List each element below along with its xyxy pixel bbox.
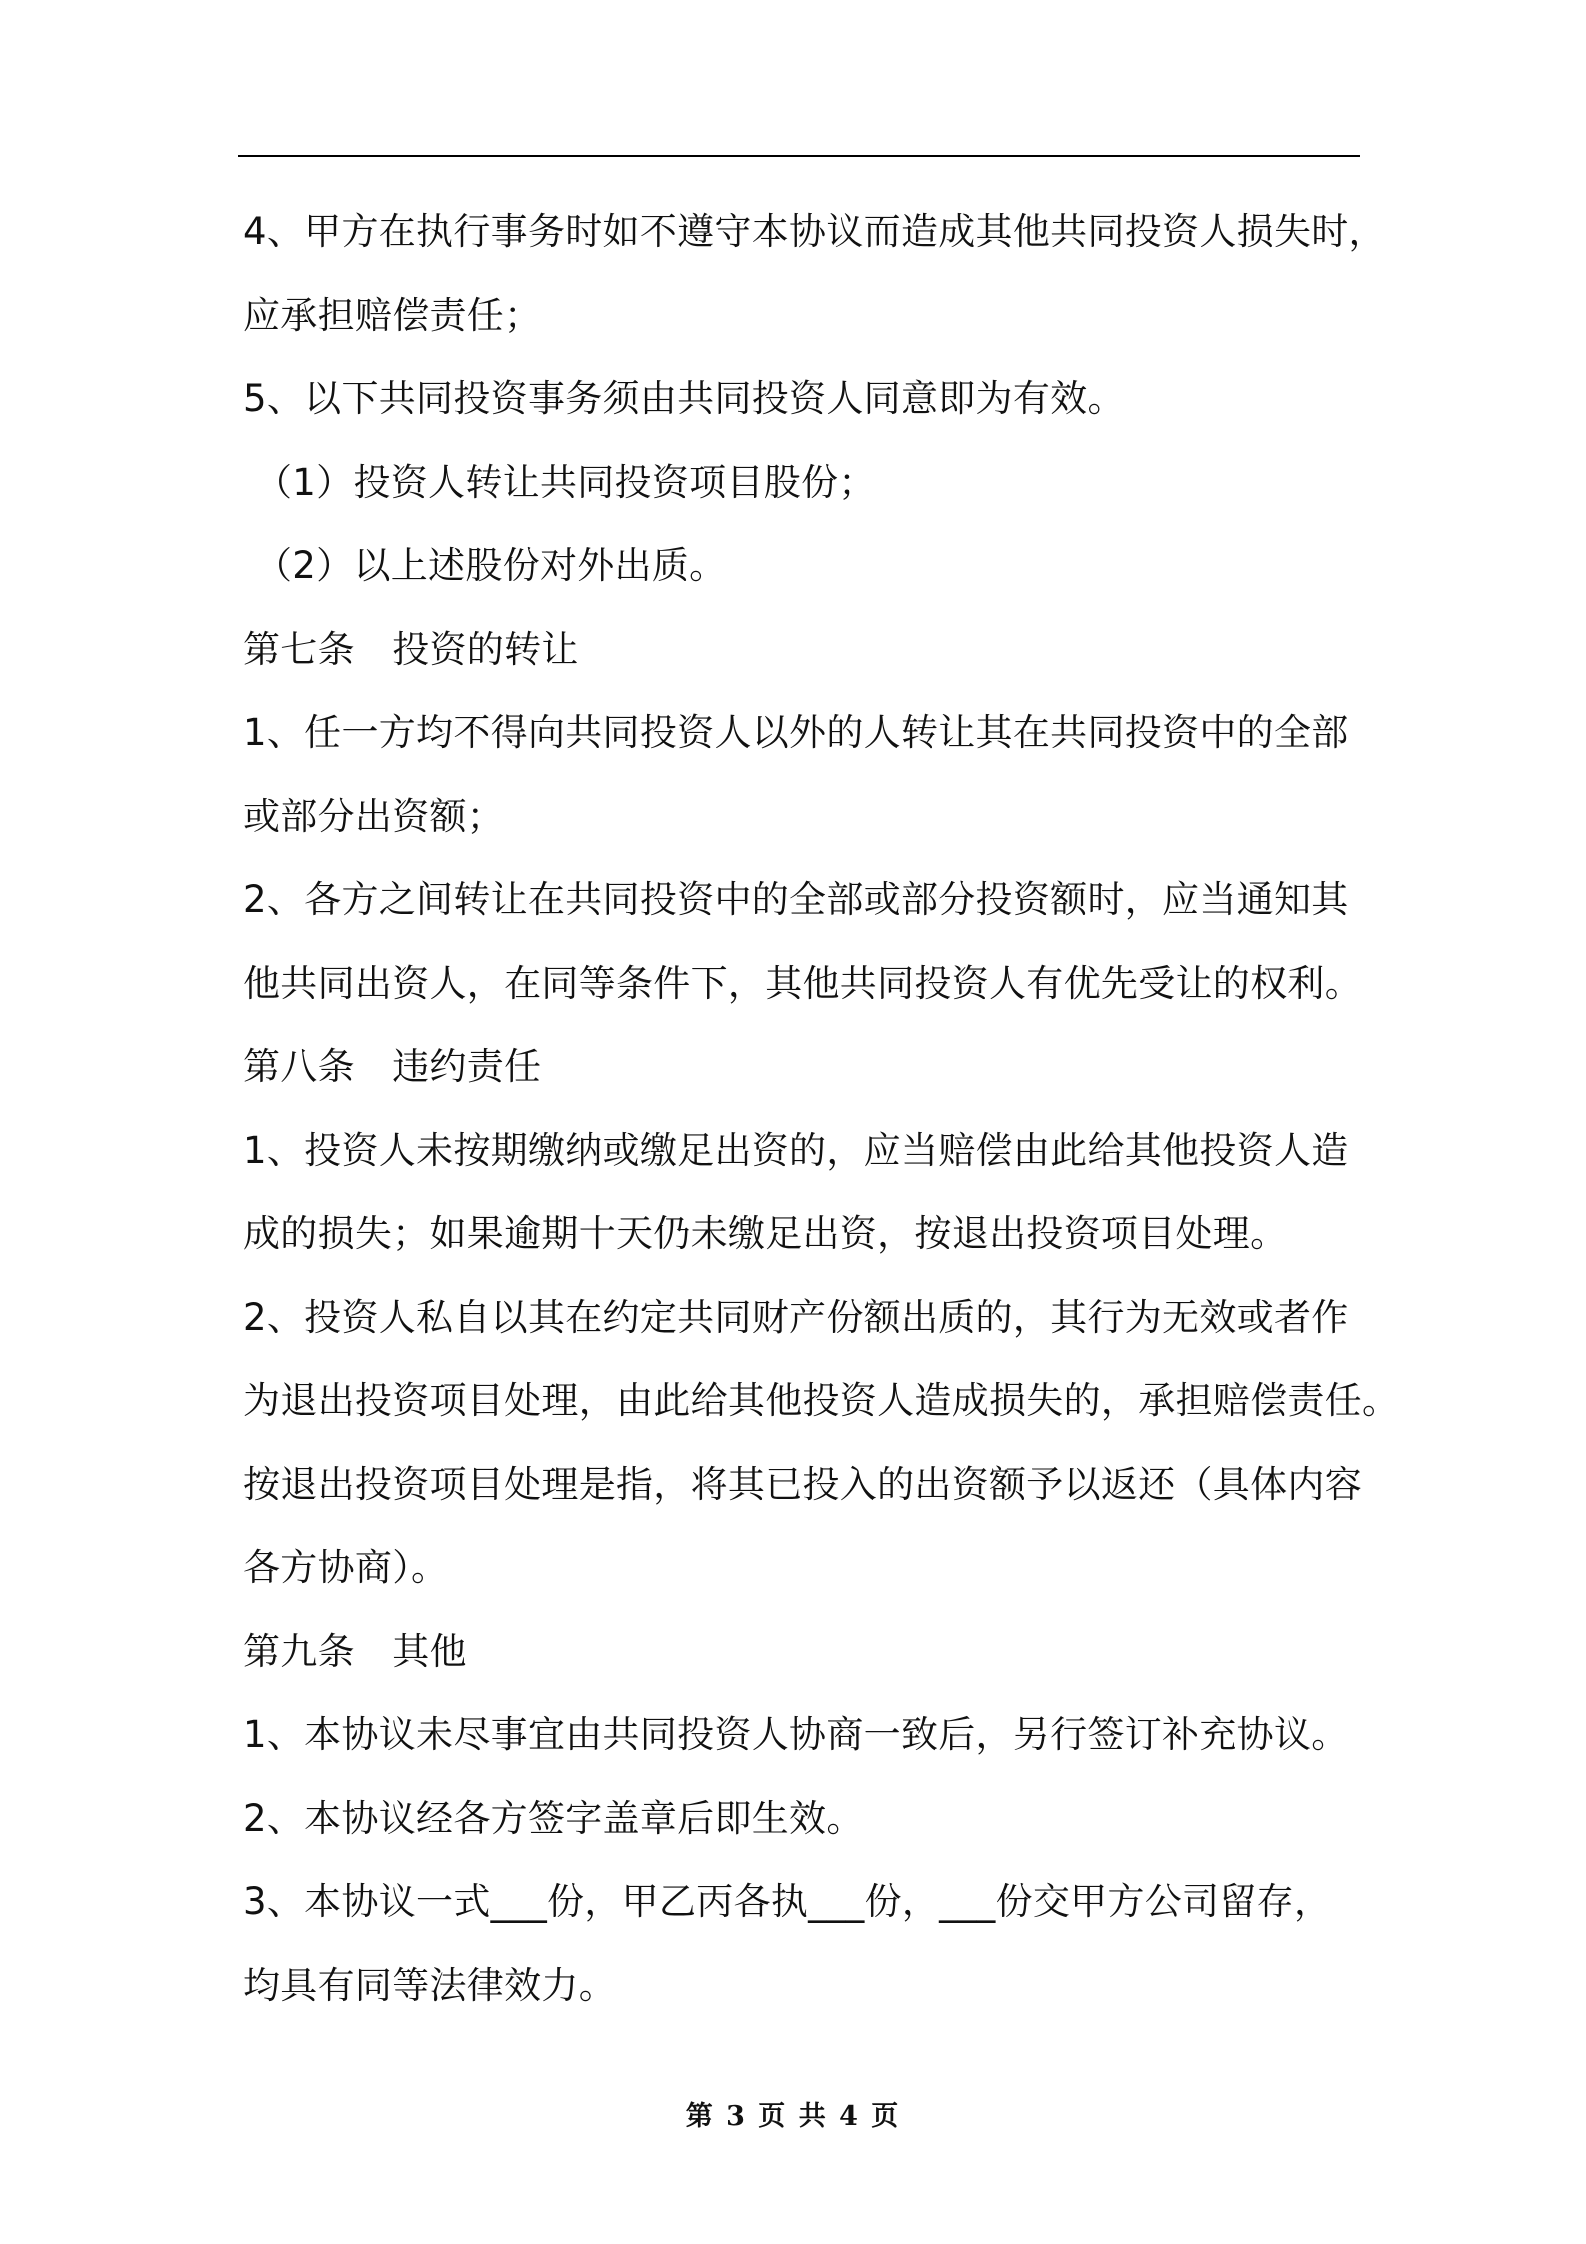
- clause-line: 4、甲方在执行事务时如不遵守本协议而造成其他共同投资人损失时，: [243, 210, 1386, 253]
- clause-line: 成的损失；如果逾期十天仍未缴足出资，按退出投资项目处理。: [243, 1212, 1288, 1255]
- clause-line: 2、本协议经各方签字盖章后即生效。: [243, 1796, 864, 1840]
- clause-line: 应承担赔偿责任；: [243, 293, 542, 337]
- clause-line: 为退出投资项目处理，由此给其他投资人造成损失的，承担赔偿责任。: [243, 1379, 1400, 1422]
- clause-line: 2、投资人私自以其在约定共同财产份额出质的，其行为无效或者作: [243, 1295, 1349, 1339]
- clause-line: 1、任一方均不得向共同投资人以外的人转让其在共同投资中的全部: [243, 711, 1349, 754]
- clause-line: 他共同出资人，在同等条件下，其他共同投资人有优先受让的权利。: [243, 961, 1362, 1005]
- clause-line: 按退出投资项目处理是指，将其已投入的出资额予以返还（具体内容: [243, 1462, 1362, 1506]
- clause-line: 1、本协议未尽事宜由共同投资人协商一致后，另行签订补充协议。: [243, 1713, 1349, 1756]
- document-body: [243, 190, 1400, 2027]
- clause-line: 1、投资人未按期缴纳或缴足出资的，应当赔偿由此给其他投资人造: [243, 1128, 1349, 1172]
- sub-clause-line: （2）以上述股份对外出质。: [255, 544, 727, 587]
- article-heading: 第七条 投资的转让: [243, 627, 579, 671]
- article-heading: 第九条 其他: [243, 1629, 467, 1673]
- page-number: 第 3 页 共 4 页: [685, 2101, 901, 2132]
- clause-line: 5、以下共同投资事务须由共同投资人同意即为有效。: [243, 377, 1125, 420]
- clause-line: 2、各方之间转让在共同投资中的全部或部分投资额时，应当通知其: [243, 878, 1349, 921]
- article-heading: 第八条 违约责任: [243, 1045, 542, 1088]
- header-rule: [238, 155, 1360, 157]
- clause-line: 各方协商）。: [243, 1546, 449, 1589]
- sub-clause-line: （1）投资人转让共同投资项目股份；: [255, 460, 876, 504]
- clause-line: 3、本协议一式___份，甲乙丙各执___份，___份交甲方公司留存，: [243, 1880, 1332, 1923]
- clause-line: 或部分出资额；: [243, 794, 505, 838]
- clause-line: 均具有同等法律效力。: [243, 1963, 616, 2007]
